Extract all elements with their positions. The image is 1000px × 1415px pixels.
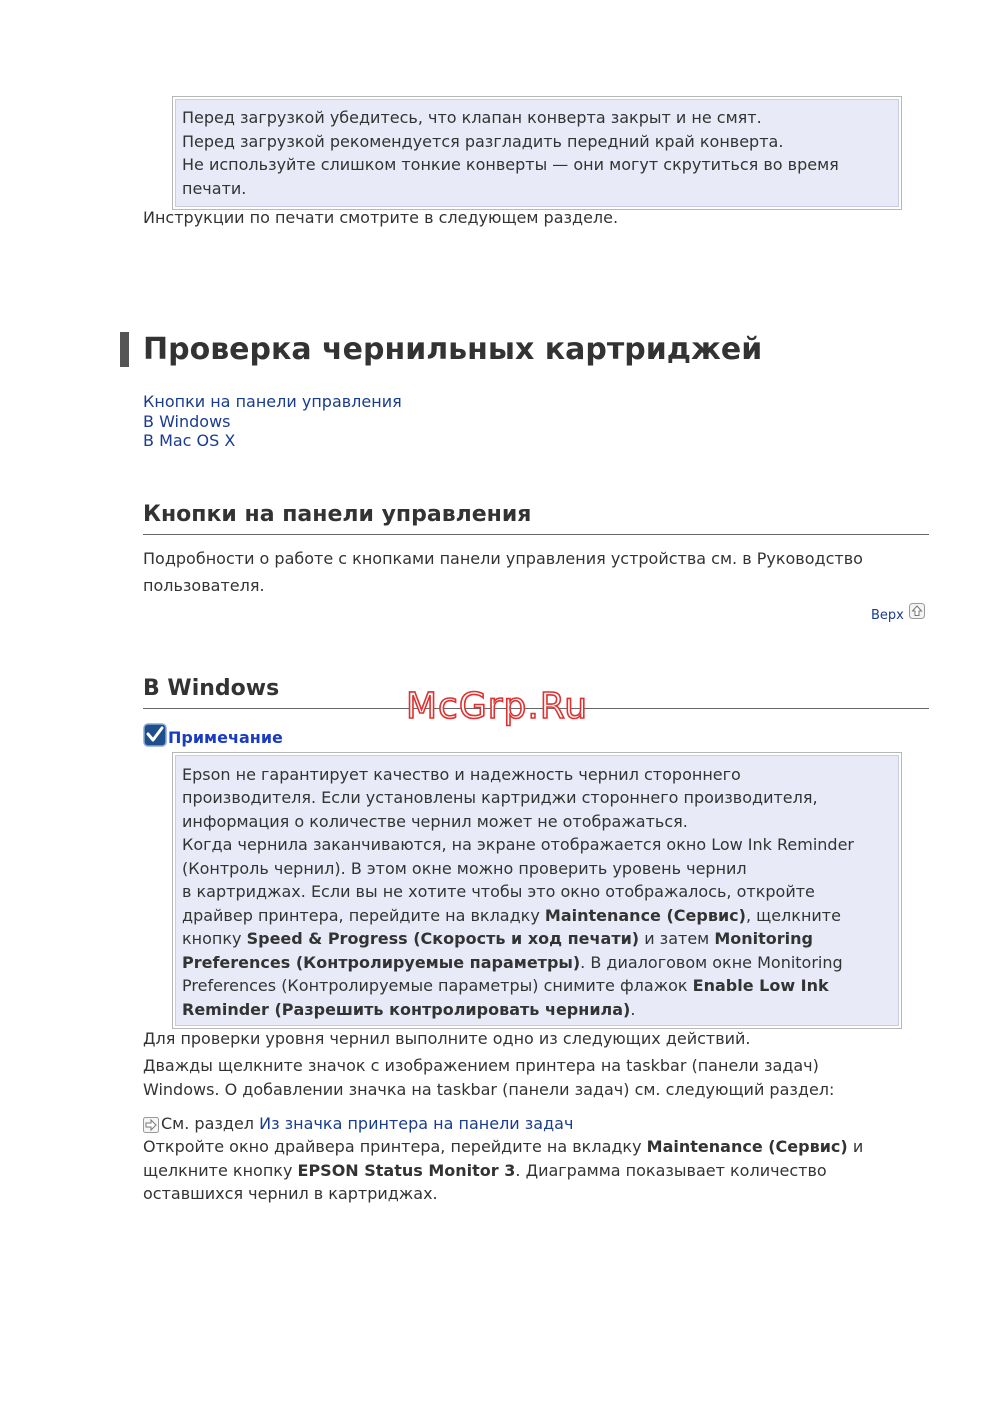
bold-text: Reminder (Разрешить контролировать чернила) (182, 999, 631, 1019)
note-line: в картриджах. Если вы не хотите чтобы это окно отображалось, откройте (182, 882, 815, 902)
note-line (182, 974, 892, 997)
text-run: и затем (639, 929, 715, 949)
section-heading-windows: В Windows (143, 676, 280, 701)
paragraph-line: Подробности о работе с кнопками панели управления устройства см. в Руководство (143, 549, 863, 568)
paragraph-line (143, 1159, 863, 1183)
note-line: Epson не гарантирует качество и надежность чернил стороннего (182, 765, 741, 784)
note-line: информация о количестве чернил может не отображаться. (182, 811, 688, 831)
text-run: кнопку (182, 929, 247, 949)
toc-link-control-panel[interactable]: Кнопки на панели управления (143, 392, 402, 411)
text-run: и (847, 1137, 864, 1156)
table-of-contents (143, 392, 402, 451)
bold-text: Maintenance (Сервис) (544, 905, 746, 925)
note-line: Перед загрузкой убедитесь, что клапан конверта закрыт и не смят. (182, 108, 762, 127)
text-run: . В диалоговом окне Monitoring (580, 952, 843, 972)
toc-link-mac-os-x[interactable]: В Mac OS X (143, 431, 236, 450)
text-run: , щелкните (745, 905, 841, 925)
see-prefix: См. раздел (161, 1114, 260, 1133)
note-line: Перед загрузкой рекомендуется разгладить передний край конверта. (182, 131, 784, 151)
section-heading-control-panel: Кнопки на панели управления (143, 502, 532, 527)
note-line: Не используйте слишком тонкие конверты — они могут скрутиться во время (182, 155, 839, 174)
note-box-envelope (172, 96, 902, 210)
paragraph-line: Дважды щелкните значок с изображением принтера на taskbar (панели задач) (143, 1056, 819, 1075)
note-line (182, 998, 892, 1021)
page-title: Проверка чернильных картриджей (143, 332, 763, 367)
watermark: McGrp.Ru (406, 686, 589, 727)
bold-text: Enable Low Ink (692, 976, 829, 996)
paragraph-line: пользователя. (143, 576, 265, 595)
arrow-right-icon (143, 1116, 161, 1132)
arrow-up-icon[interactable] (909, 603, 925, 619)
driver-paragraph (143, 1135, 863, 1206)
control-panel-text (143, 545, 863, 599)
note-line: производителя. Если установлены картриджи стороннего производителя, (182, 788, 818, 808)
taskbar-paragraph (143, 1054, 834, 1101)
back-to-top[interactable] (871, 603, 925, 623)
note-label: Примечание (168, 728, 283, 747)
heading-marker-bar (120, 332, 129, 367)
checkmark-note-icon (143, 723, 167, 747)
ink-check-intro: Для проверки уровня чернил выполните одно из следующих действий. (143, 1029, 751, 1048)
top-link[interactable]: Верх (871, 608, 904, 623)
bold-text: Maintenance (Сервис) (646, 1137, 848, 1156)
bold-text: EPSON Status Monitor 3 (297, 1160, 516, 1180)
note-line: печати. (182, 178, 247, 198)
print-instructions-text: Инструкции по печати смотрите в следующем разделе. (143, 208, 619, 227)
section-divider (143, 534, 929, 535)
note-line (182, 927, 892, 950)
note-header (143, 723, 283, 747)
note-box-ink (172, 752, 902, 1029)
see-section-reference (143, 1112, 573, 1135)
text-run: . (630, 999, 636, 1019)
text-run: Preferences (Контролируемые параметры) снимите флажок (182, 976, 693, 996)
paragraph-line: оставшихся чернил в картриджах. (143, 1184, 438, 1203)
toc-link-windows[interactable]: В Windows (143, 411, 231, 431)
text-run: Откройте окно драйвера принтера, перейдите на вкладку (143, 1137, 647, 1156)
note-line: Когда чернила заканчиваются, на экране отображается окно Low Ink Reminder (182, 835, 854, 855)
note-line: (Контроль чернил). В этом окне можно проверить уровень чернил (182, 858, 747, 878)
paragraph-line: Windows. О добавлении значка на taskbar (панели задач) см. следующий раздел: (143, 1079, 835, 1099)
bold-text: Preferences (Контролируемые параметры) (182, 952, 581, 972)
printer-icon-taskbar-link[interactable]: Из значка принтера на панели задач (259, 1114, 574, 1133)
paragraph-line (143, 1135, 863, 1159)
text-run: щелкните кнопку (143, 1160, 298, 1180)
bold-text: Monitoring (714, 929, 813, 949)
note-line (182, 904, 892, 927)
text-run: драйвер принтера, перейдите на вкладку (182, 905, 545, 925)
text-run: . Диаграмма показывает количество (515, 1160, 827, 1180)
note-line (182, 951, 892, 974)
bold-text: Speed & Progress (Скорость и ход печати) (246, 929, 640, 949)
